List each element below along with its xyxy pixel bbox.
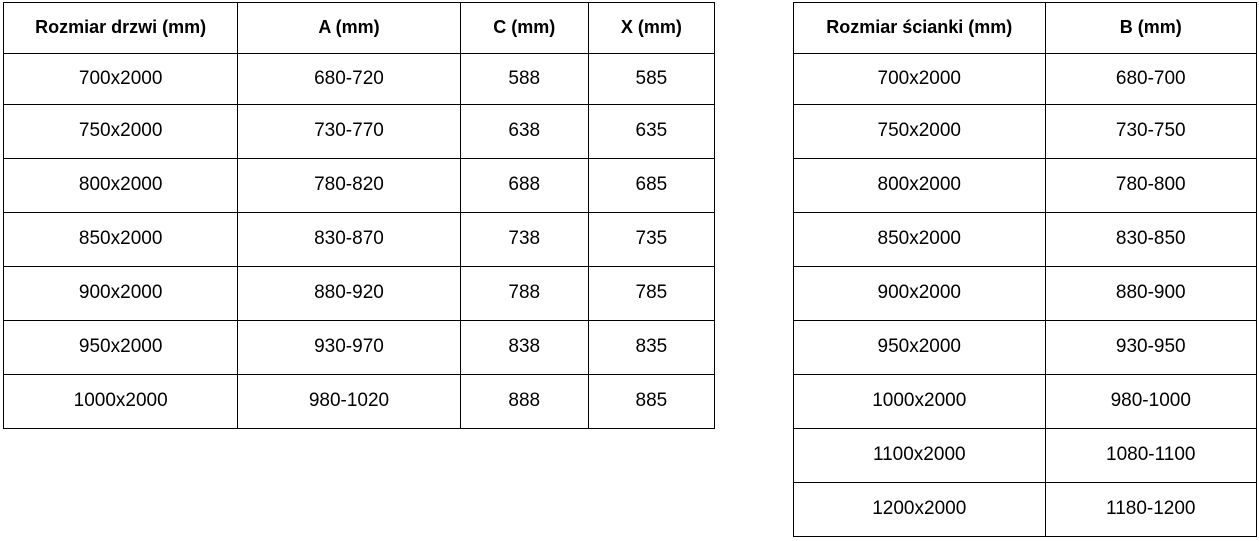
cell-c: 838: [460, 321, 588, 375]
cell-x: 835: [588, 321, 714, 375]
cell-c: 638: [460, 105, 588, 159]
cell-a: 830-870: [238, 213, 460, 267]
table-row: [4, 375, 715, 429]
table-row: [794, 105, 1257, 159]
cell-c: 888: [460, 375, 588, 429]
cell-a: 980-1020: [238, 375, 460, 429]
table-row: [794, 375, 1257, 429]
cell-b: 930-950: [1045, 321, 1256, 375]
column-header-door-size: Rozmiar drzwi (mm): [4, 3, 238, 54]
table-row: [794, 483, 1257, 537]
table-header-row: [794, 3, 1257, 54]
cell-wall-size: 700x2000: [794, 54, 1046, 105]
table-row: [794, 321, 1257, 375]
cell-a: 780-820: [238, 159, 460, 213]
cell-a: 680-720: [238, 54, 460, 105]
cell-door-size: 950x2000: [4, 321, 238, 375]
table-row: [794, 213, 1257, 267]
table-row: [794, 159, 1257, 213]
cell-b: 680-700: [1045, 54, 1256, 105]
cell-b: 1080-1100: [1045, 429, 1256, 483]
door-sizes-table: [3, 2, 715, 429]
cell-b: 830-850: [1045, 213, 1256, 267]
cell-b: 730-750: [1045, 105, 1256, 159]
column-header-c: C (mm): [460, 3, 588, 54]
cell-b: 880-900: [1045, 267, 1256, 321]
cell-b: 980-1000: [1045, 375, 1256, 429]
cell-door-size: 1000x2000: [4, 375, 238, 429]
table-row: [4, 159, 715, 213]
cell-wall-size: 1100x2000: [794, 429, 1046, 483]
cell-wall-size: 950x2000: [794, 321, 1046, 375]
cell-wall-size: 850x2000: [794, 213, 1046, 267]
wall-sizes-table: [793, 2, 1257, 537]
table-row: [4, 54, 715, 105]
table-row: [4, 213, 715, 267]
cell-x: 735: [588, 213, 714, 267]
table-row: [794, 429, 1257, 483]
table-header-row: [4, 3, 715, 54]
table-row: [4, 321, 715, 375]
cell-wall-size: 900x2000: [794, 267, 1046, 321]
cell-door-size: 700x2000: [4, 54, 238, 105]
table-row: [794, 54, 1257, 105]
cell-a: 880-920: [238, 267, 460, 321]
cell-c: 588: [460, 54, 588, 105]
cell-wall-size: 1200x2000: [794, 483, 1046, 537]
cell-x: 885: [588, 375, 714, 429]
cell-door-size: 750x2000: [4, 105, 238, 159]
table-row: [794, 267, 1257, 321]
table-row: [4, 105, 715, 159]
cell-x: 685: [588, 159, 714, 213]
cell-b: 780-800: [1045, 159, 1256, 213]
cell-a: 730-770: [238, 105, 460, 159]
column-header-x: X (mm): [588, 3, 714, 54]
cell-wall-size: 750x2000: [794, 105, 1046, 159]
cell-door-size: 800x2000: [4, 159, 238, 213]
table-row: [4, 267, 715, 321]
cell-door-size: 900x2000: [4, 267, 238, 321]
cell-wall-size: 800x2000: [794, 159, 1046, 213]
cell-c: 788: [460, 267, 588, 321]
cell-door-size: 850x2000: [4, 213, 238, 267]
column-header-b: B (mm): [1045, 3, 1256, 54]
cell-wall-size: 1000x2000: [794, 375, 1046, 429]
cell-b: 1180-1200: [1045, 483, 1256, 537]
cell-x: 635: [588, 105, 714, 159]
column-header-a: A (mm): [238, 3, 460, 54]
cell-c: 688: [460, 159, 588, 213]
cell-a: 930-970: [238, 321, 460, 375]
column-header-wall-size: Rozmiar ścianki (mm): [794, 3, 1046, 54]
cell-c: 738: [460, 213, 588, 267]
cell-x: 785: [588, 267, 714, 321]
cell-x: 585: [588, 54, 714, 105]
